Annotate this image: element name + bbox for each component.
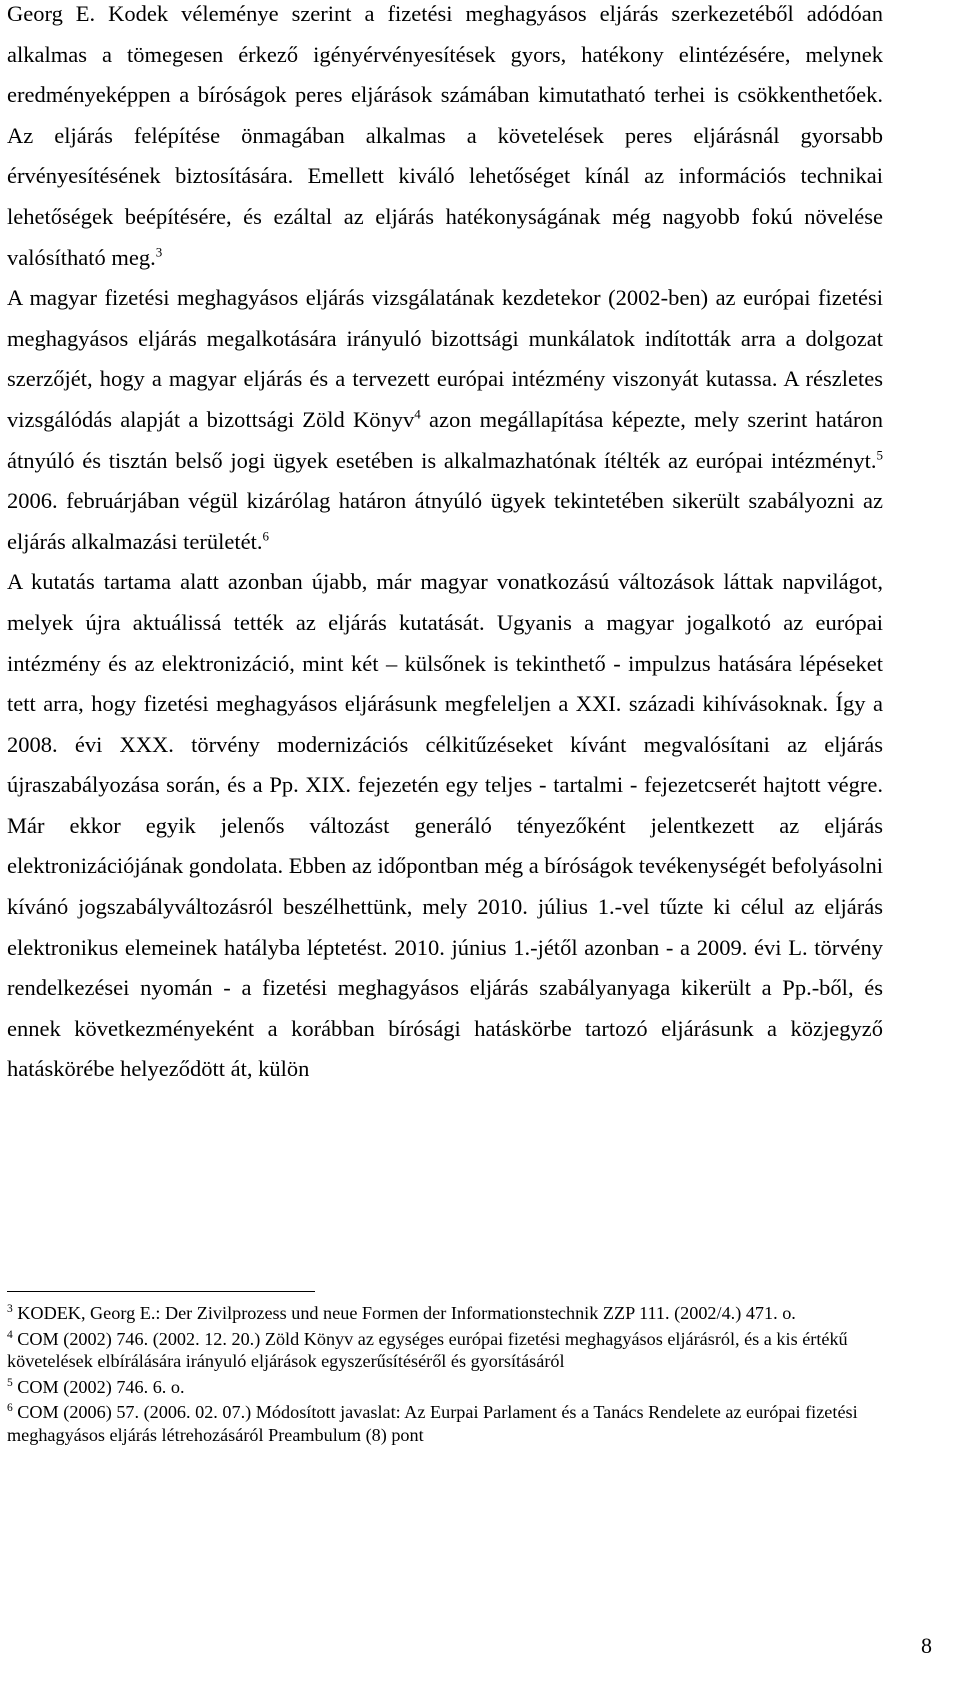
paragraph-text: azon megállapítása képezte, mely szerint határon átnyúló és tisztán belső jogi ügyek esetében is alkalmazhatónak ítélték az európai intézményt. <box>7 406 884 473</box>
footnote-number: 3 <box>7 1302 13 1315</box>
footnote-text: COM (2006) 57. (2006. 02. 07.) Módosított javaslat: Az Eurpai Parlament és a Tanács Rendelete az európai fizetési meghagyásos eljárás létrehozásáról Preambulum (8) pont <box>7 1402 858 1445</box>
footnote-number: 6 <box>7 1401 13 1414</box>
paragraph-kodek-opinion <box>7 0 883 278</box>
footnote-ref: 5 <box>876 447 883 463</box>
footnote-separator <box>7 1291 315 1292</box>
footnote-ref: 3 <box>155 244 163 260</box>
paragraph-research-background <box>7 278 883 562</box>
footnote <box>7 1302 883 1325</box>
footnote-text: COM (2002) 746. (2002. 12. 20.) Zöld Könyv az egységes európai fizetési meghagyásos eljárásról, és a kis értékű követelések elbírálására irányuló eljárások egyszerűsítéséről és gyorsításáról <box>7 1328 848 1371</box>
footnotes <box>7 1302 883 1449</box>
footnote-ref: 6 <box>262 528 269 544</box>
paragraph-text: Georg E. Kodek véleménye szerint a fizetési meghagyásos eljárás szerkezetéből adódóan alkalmas a tömegesen érkező igényérvényesítések gyors, hatékony elintézésére, melynek eredményeképpen a bíróságok peres eljárások számában kimutatható terhei is csökkenthetőek. Az eljárás felépítése önmagában alkalmas a követelések peres eljárásnál gyorsabb érvényesítésének biztosítására. Emellett kiváló lehetőséget kínál az információs technikai lehetőségek beépítésére, és ezáltal az eljárás hatékonyságának még nagyobb fokú növelése valósítható meg. <box>7 1 883 270</box>
footnote-text: COM (2002) 746. 6. o. <box>12 1376 185 1397</box>
footnote-number: 5 <box>7 1376 13 1389</box>
footnote <box>7 1328 883 1373</box>
paragraph-hungarian-changes <box>7 562 883 1090</box>
footnote <box>7 1401 883 1446</box>
page-number: 8 <box>921 1633 932 1658</box>
footnote-text: KODEK, Georg E.: Der Zivilprozess und neue Formen der Informationstechnik ZZP 111. (2002/4.) 471. o. <box>12 1303 796 1323</box>
footnote-ref: 4 <box>414 406 421 422</box>
paragraph-text: A magyar fizetési meghagyásos eljárás vizsgálatának kezdetekor (2002-ben) az európai fizetési meghagyásos eljárás megalkotására irányuló bizottsági munkálatok indították arra a dolgozat szerzőjét, hogy a magyar eljárás és a tervezett európai intézmény viszonyát kutassa. A részletes vizsgálódás alapját a bizottsági Zöld Könyv <box>7 285 883 432</box>
paragraph-text: 2006. februárjában végül kizárólag határon átnyúló ügyek tekintetében sikerült szabályozni az eljárás alkalmazási területét. <box>7 488 883 554</box>
footnote <box>7 1376 883 1399</box>
document-body <box>7 0 883 1090</box>
footnote-number: 4 <box>7 1328 13 1341</box>
paragraph-text: A kutatás tartama alatt azonban újabb, már magyar vonatkozású változások láttak napvilágot, melyek újra aktuálissá tették az eljárás kutatását. Ugyanis a magyar jogalkotó az európai intézmény és az elektronizáció, mint két – külsőnek is tekinthető - impulzus hatására lépéseket tett arra, hogy fizetési meghagyásos eljárásunk megfeleljen a XXI. századi kihívásoknak. Így a 2008. évi XXX. törvény modernizációs célkitűzéseket kívánt megvalósítani az eljárás újraszabályozása során, és a Pp. XIX. fejezetén egy teljes - tartalmi - fejezetcserét hajtott végre. Már ekkor egyik jelenős változást generáló tényezőként jelentkezett az eljárás elektronizációjának gondolata. Ebben az időpontban még a bíróságok tevékenységét befolyásolni kívánó jogszabályváltozásról beszélhettünk, mely 2010. július 1.-vel tűzte ki célul az eljárás elektronikus elemeinek hatályba léptetést. 2010. június 1.-jétől azonban - a 2009. évi L. törvény rendelkezései nyomán - a fizetési meghagyásos eljárás szabályanyaga kikerült a Pp.-ből, és ennek következményeként a korábban bírósági hatáskörbe tartozó eljárásunk a közjegyző hatáskörébe helyeződött át, külön <box>7 569 883 1082</box>
